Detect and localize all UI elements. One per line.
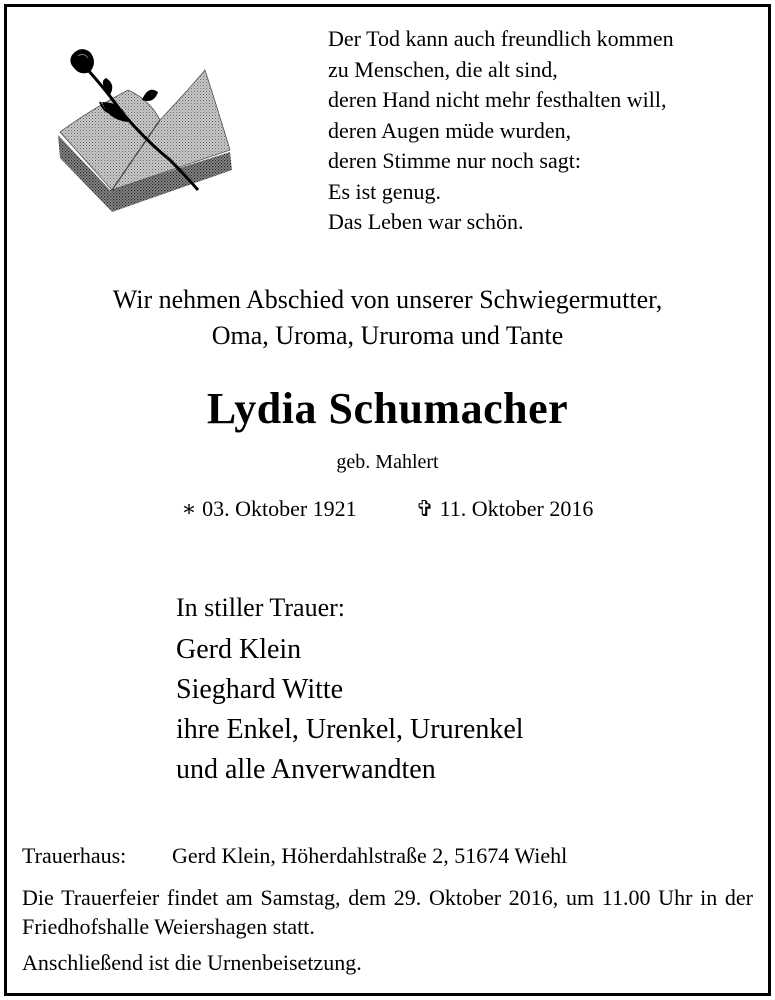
poem-line: deren Augen müde wurden, bbox=[328, 117, 572, 143]
mourners-heading: In stiller Trauer: bbox=[176, 593, 345, 622]
deceased-name: Lydia Schumacher bbox=[206, 384, 569, 433]
death-cross-icon: ✞ bbox=[415, 496, 435, 521]
mourning-house-address: Gerd Klein, Höherdahlstraße 2, 51674 Wiehl bbox=[172, 843, 568, 868]
mourning-house bbox=[22, 843, 567, 869]
poem-line: zu Menschen, die alt sind, bbox=[328, 56, 558, 82]
mourner-name: ihre Enkel, Urenkel, Ururenkel bbox=[176, 714, 524, 745]
farewell-intro bbox=[0, 282, 775, 354]
mourning-house-label: Trauerhaus: bbox=[22, 843, 127, 868]
poem-line: Das Leben war schön. bbox=[328, 209, 524, 234]
intro-line-2: Oma, Uroma, Ururoma und Tante bbox=[211, 321, 564, 350]
poem-line: Der Tod kann auch freundlich kommen bbox=[328, 26, 674, 51]
poem-line: Es ist genug. bbox=[328, 178, 442, 204]
maiden-name: geb. Mahlert bbox=[336, 451, 439, 473]
birth-date-block bbox=[182, 496, 357, 522]
mourners bbox=[176, 590, 524, 790]
life-dates bbox=[0, 496, 775, 522]
book-with-rose-icon bbox=[50, 40, 250, 220]
birth-date: 03. Oktober 1921 bbox=[202, 496, 357, 521]
poem-line: deren Stimme nur noch sagt: bbox=[328, 148, 581, 173]
poem-line: deren Hand nicht mehr festhalten will, bbox=[328, 87, 667, 112]
birth-star-icon: ∗ bbox=[181, 496, 197, 521]
burial-text: Anschließend ist die Urnenbeisetzung. bbox=[22, 950, 362, 975]
mourner-name: und alle Anverwandten bbox=[176, 754, 436, 785]
mourner-name: Gerd Klein bbox=[176, 634, 302, 665]
mourner-name: Sieghard Witte bbox=[176, 674, 344, 705]
poem bbox=[328, 24, 758, 238]
death-date-block bbox=[416, 496, 594, 522]
death-date: 11. Oktober 2016 bbox=[439, 496, 594, 521]
intro-line-1: Wir nehmen Abschied von unserer Schwiegermutter, bbox=[112, 285, 663, 314]
ceremony-text: Die Trauerfeier findet am Samstag, dem 29. Oktober 2016, um 11.00 Uhr in der Friedhofshalle Weiershagen statt. bbox=[22, 885, 753, 939]
